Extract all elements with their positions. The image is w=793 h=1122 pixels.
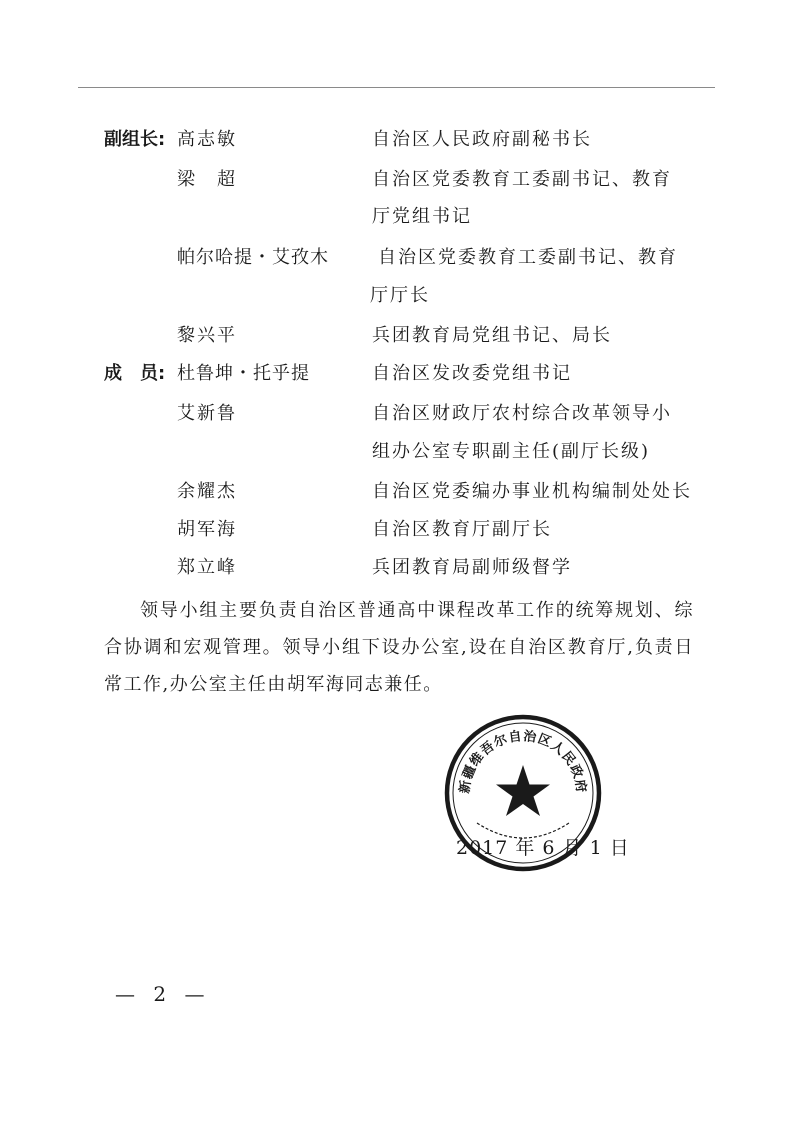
member-post-2-line2: 组办公室专职副主任(副厅长级) <box>372 441 651 462</box>
body-paragraph: 领导小组主要负责自治区普通高中课程改革工作的统筹规划、综合协调和宏观管理。领导小组下设办公室,设在自治区教育厅,负责日常工作,办公室主任由胡军海同志兼任。 <box>104 600 694 695</box>
deputy-name-2: 梁 超 <box>177 169 237 190</box>
member-name-4: 胡军海 <box>177 519 237 540</box>
member-label: 成 员: <box>104 363 166 384</box>
deputy-post-4: 兵团教育局党组书记、局长 <box>372 325 612 346</box>
deputy-post-3-line1: 自治区党委教育工委副书记、教育 <box>378 247 678 268</box>
page-number: — 2 — <box>115 982 211 1006</box>
star-icon <box>496 765 550 816</box>
deputy-post-2-line1: 自治区党委教育工委副书记、教育 <box>372 169 672 190</box>
member-post-5: 兵团教育局副师级督学 <box>372 557 572 578</box>
deputy-name-1: 高志敏 <box>177 129 237 150</box>
seal-text: 新疆维吾尔自治区人民政府 <box>457 729 589 795</box>
deputy-post-3-line2: 厅厅长 <box>370 285 430 306</box>
member-name-2: 艾新鲁 <box>177 403 237 424</box>
deputy-post-1: 自治区人民政府副秘书长 <box>372 129 592 150</box>
member-post-2-line1: 自治区财政厅农村综合改革领导小 <box>372 403 672 424</box>
member-name-3: 余耀杰 <box>177 481 237 502</box>
member-post-4: 自治区教育厅副厅长 <box>372 519 552 540</box>
member-name-5: 郑立峰 <box>177 557 237 578</box>
member-name-1: 杜鲁坤・托乎提 <box>177 363 310 384</box>
deputy-name-3: 帕尔哈提・艾孜木 <box>177 247 329 268</box>
document-date: 2017 年 6 月 1 日 <box>456 837 630 859</box>
header-rule <box>78 87 715 88</box>
deputy-name-4: 黎兴平 <box>177 325 237 346</box>
member-post-1: 自治区发改委党组书记 <box>372 363 572 384</box>
member-post-3: 自治区党委编办事业机构编制处处长 <box>372 481 692 502</box>
deputy-post-2-line2: 厅党组书记 <box>372 206 472 227</box>
deputy-label: 副组长: <box>104 129 166 150</box>
